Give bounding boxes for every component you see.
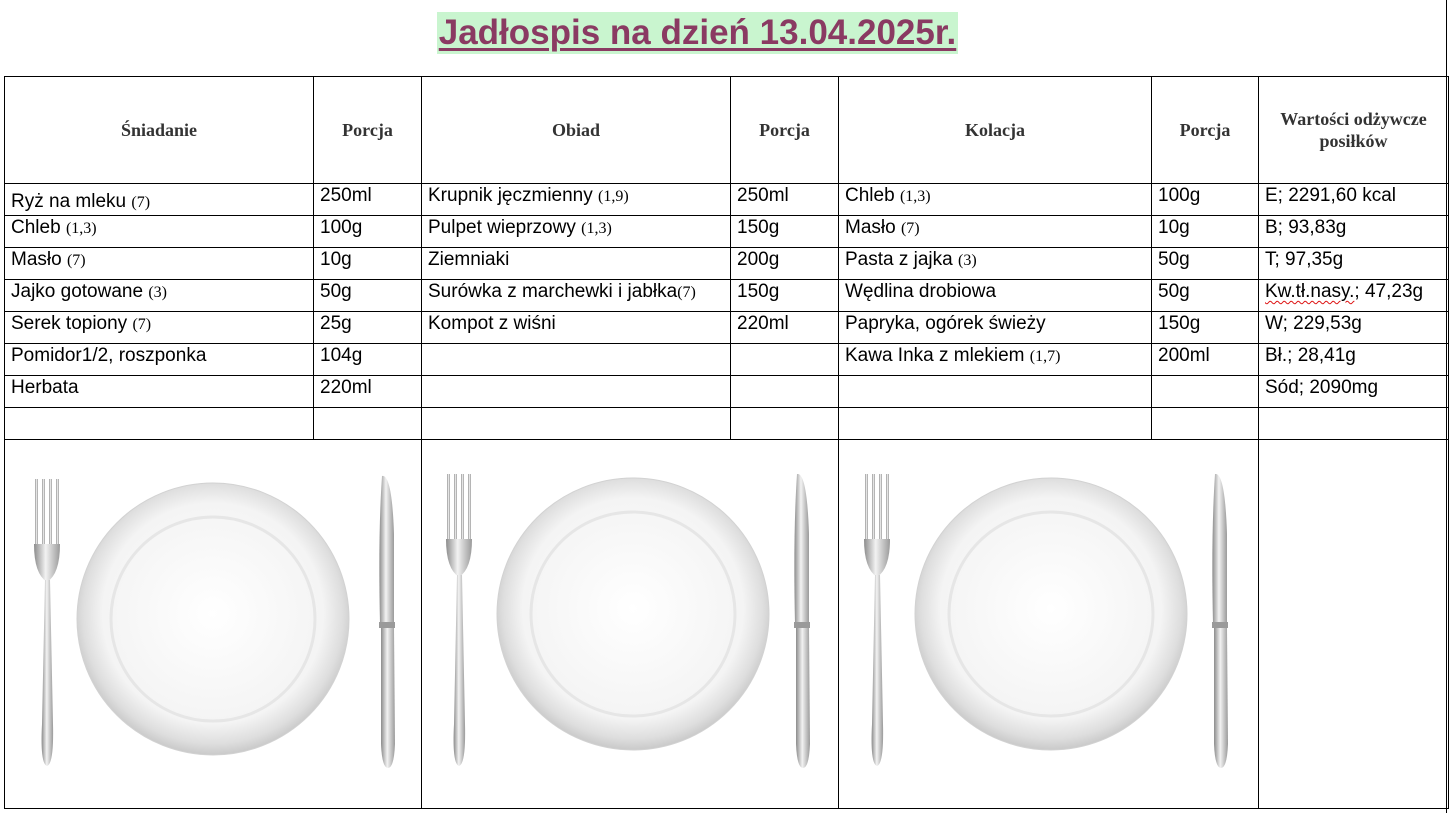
knife: [379, 476, 395, 768]
dinner-item: [839, 312, 1152, 344]
table-row: [5, 408, 1449, 440]
dish-name: Herbata: [11, 377, 79, 398]
lunch-item: [422, 312, 731, 344]
lunch-image-cell: [422, 440, 839, 809]
lunch-portion: [731, 408, 839, 440]
dinner-item: [839, 216, 1152, 248]
dish-name: Kawa Inka z mlekiem: [845, 345, 1025, 366]
header-lunch: Obiad: [422, 77, 731, 184]
table-row: [5, 280, 1449, 312]
lunch-portion: 220ml: [731, 312, 839, 344]
table-row: [5, 344, 1449, 376]
table-row: [5, 184, 1449, 216]
dinner-portion: [1152, 408, 1259, 440]
allergen-code: (1,3): [65, 220, 97, 237]
nutrition-value: [1259, 280, 1449, 312]
lunch-portion: 200g: [731, 248, 839, 280]
allergen-code: (3): [148, 284, 167, 301]
breakfast-item: [5, 344, 314, 376]
breakfast-item: [5, 184, 314, 216]
allergen-code: (7): [132, 316, 152, 333]
dish-name: Ziemniaki: [428, 249, 510, 270]
breakfast-portion: 50g: [314, 280, 422, 312]
lunch-portion: [731, 376, 839, 408]
dinner-item: [839, 376, 1152, 408]
plates-row: [5, 440, 1449, 809]
dinner-item: [839, 344, 1152, 376]
dinner-item: [839, 248, 1152, 280]
menu-table: [4, 76, 1449, 809]
allergen-code: (7): [131, 194, 151, 211]
table-row: [5, 216, 1449, 248]
dinner-portion: 50g: [1152, 280, 1259, 312]
dinner-item: [839, 184, 1152, 216]
breakfast-item: [5, 280, 314, 312]
lunch-item: [422, 248, 731, 280]
fork: [34, 479, 60, 766]
dish-name: Surówka z marchewki i jabłka: [428, 281, 678, 302]
breakfast-item: [5, 312, 314, 344]
header-breakfast: Śniadanie: [5, 77, 314, 184]
lunch-item: [422, 344, 731, 376]
breakfast-portion: 10g: [314, 248, 422, 280]
breakfast-item: [5, 376, 314, 408]
nutrition-value: Sód; 2090mg: [1259, 376, 1449, 408]
table-row: [5, 248, 1449, 280]
breakfast-item: [5, 216, 314, 248]
breakfast-portion: 250ml: [314, 184, 422, 216]
allergen-code: (1,3): [899, 188, 931, 205]
lunch-item: [422, 376, 731, 408]
lunch-portion: [731, 344, 839, 376]
dinner-portion: [1152, 376, 1259, 408]
allergen-code: (7): [677, 284, 696, 301]
dish-name: Masło: [11, 249, 62, 270]
header-breakfast-portion: Porcja: [314, 77, 422, 184]
dinner-portion: 200ml: [1152, 344, 1259, 376]
breakfast-portion: 104g: [314, 344, 422, 376]
dinner-item: [839, 280, 1152, 312]
dinner-item: [839, 408, 1152, 440]
lunch-portion: 250ml: [731, 184, 839, 216]
spellcheck-underlined-text: Kw.tł.nasy.: [1265, 281, 1355, 302]
lunch-item: [422, 280, 731, 312]
breakfast-portion: 25g: [314, 312, 422, 344]
table-row: [5, 312, 1449, 344]
breakfast-portion: 220ml: [314, 376, 422, 408]
dish-name: Chleb: [845, 185, 895, 206]
dish-name: Pulpet wieprzowy: [428, 217, 576, 238]
dinner-portion: 50g: [1152, 248, 1259, 280]
breakfast-item: [5, 408, 314, 440]
dish-name: Pomidor1/2, roszponka: [11, 345, 207, 366]
empty-image-cell: [1259, 440, 1449, 809]
plate-fork-knife-icon: [16, 474, 411, 774]
lunch-item: [422, 408, 731, 440]
dish-name: Jajko gotowane: [11, 281, 144, 302]
nutrition-value: Bł.; 28,41g: [1259, 344, 1449, 376]
allergen-code: (3): [958, 252, 977, 269]
dish-name: Kompot z wiśni: [428, 313, 556, 334]
knife: [794, 474, 810, 768]
dish-name: Wędlina drobiowa: [845, 281, 997, 302]
breakfast-portion: 100g: [314, 216, 422, 248]
fork: [446, 474, 472, 766]
allergen-code: (1,7): [1029, 348, 1061, 365]
lunch-portion: 150g: [731, 216, 839, 248]
plate-fork-knife-icon: [851, 474, 1246, 774]
header-nutrition: Wartości odżywcze posiłków: [1259, 77, 1449, 184]
dish-name: Krupnik jęczmienny: [428, 185, 593, 206]
allergen-code: (7): [66, 252, 86, 269]
dish-name: Pasta z jajka: [845, 249, 953, 270]
nutrition-value: W; 229,53g: [1259, 312, 1449, 344]
lunch-item: [422, 184, 731, 216]
dish-name: Ryż na mleku: [11, 191, 127, 212]
knife: [1212, 474, 1228, 768]
title-container: [0, 12, 1395, 54]
dish-name: Masło: [845, 217, 896, 238]
header-row: [5, 77, 1449, 184]
plate-fork-knife-icon: [433, 474, 828, 774]
nutrition-value: E; 2291,60 kcal: [1259, 184, 1449, 216]
table-row: [5, 376, 1449, 408]
dinner-portion: 10g: [1152, 216, 1259, 248]
breakfast-item: [5, 248, 314, 280]
breakfast-portion: [314, 408, 422, 440]
nutrition-value: B; 93,83g: [1259, 216, 1449, 248]
dinner-image-cell: [839, 440, 1259, 809]
header-lunch-portion: Porcja: [731, 77, 839, 184]
allergen-code: (1,3): [581, 220, 612, 237]
nutrition-value: [1259, 408, 1449, 440]
header-dinner: Kolacja: [839, 77, 1152, 184]
dish-name: Serek topiony: [11, 313, 128, 334]
lunch-item: [422, 216, 731, 248]
dinner-portion: 100g: [1152, 184, 1259, 216]
lunch-portion: 150g: [731, 280, 839, 312]
nutrition-value: T; 97,35g: [1259, 248, 1449, 280]
dinner-portion: 150g: [1152, 312, 1259, 344]
allergen-code: (1,9): [598, 188, 629, 205]
header-dinner-portion: Porcja: [1152, 77, 1259, 184]
page-title: Jadłospis na dzień 13.04.2025r.: [438, 13, 957, 52]
nutrition-amount: ; 47,23g: [1354, 281, 1424, 302]
dish-name: Chleb: [11, 217, 61, 238]
dish-name: Papryka, ogórek świeży: [845, 313, 1046, 334]
fork: [864, 474, 890, 766]
breakfast-image-cell: [5, 440, 422, 809]
allergen-code: (7): [900, 220, 920, 237]
